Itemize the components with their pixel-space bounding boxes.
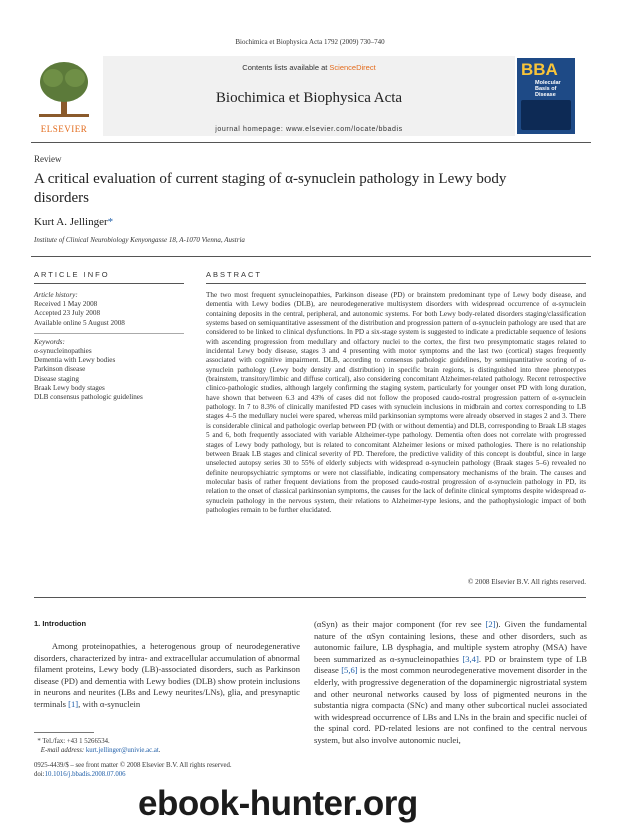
footnote-email-label: E-mail address: bbox=[40, 747, 86, 754]
history-label: Article history: bbox=[34, 291, 78, 299]
footnote-email-end: . bbox=[158, 747, 161, 754]
journal-title-panel bbox=[103, 56, 515, 136]
intro-text: . PD or brainstem type of LB disease bbox=[314, 653, 587, 676]
journal-homepage[interactable]: journal homepage: www.elsevier.com/locate/bbadis bbox=[215, 126, 403, 133]
citation-link[interactable]: [3,4] bbox=[462, 653, 479, 664]
cover-title: BBA bbox=[521, 60, 558, 79]
abstract-copyright: © 2008 Elsevier B.V. All rights reserved. bbox=[467, 578, 586, 586]
journal-cover-image bbox=[517, 58, 575, 134]
running-header: Biochimica et Biophysica Acta 1792 (2009) 730–740 bbox=[235, 38, 385, 46]
journal-name: Biochimica et Biophysica Acta bbox=[215, 90, 403, 106]
keyword: Braak Lewy body stages bbox=[34, 383, 105, 392]
footnote-tel: Tel./fax: +43 1 5266534. bbox=[42, 738, 110, 745]
article-title: A critical evaluation of current staging of α-synuclein pathology in Lewy body disorders bbox=[34, 171, 507, 206]
doi-prefix: doi: bbox=[34, 771, 45, 778]
intro-text: , with α-synuclein bbox=[78, 698, 141, 709]
keyword: Parkinson disease bbox=[34, 365, 86, 374]
abstract-heading-rule bbox=[206, 283, 586, 284]
intro-text: ). Given the fundamental nature of the αSyn containing lesions, these and other disorders, such as autonomic failure, LB dysphagia, and multiple system atrophy (MSA) have been summarized as α-synucleinopathies bbox=[314, 619, 587, 664]
header-divider bbox=[31, 142, 591, 143]
abstract-text: The two most frequent synucleinopathies, Parkinson disease (PD) or brainstem predominant type of Lewy body disease, and dementia with Lewy bodies (DLB), are neurodegenerative multisystem disorders with widespread occurrence of α-synuclein containing deposits in the central, peripheral, and autonomic systems. For both Lewy body-related disorders staging/classification systems based on semiquantitative assessment of the distribution and progression pattern of α-synuclein pathology are used that are considered to be linked to clinical dysfunctions. In PD a six-stage system is suggested to indicate a predictable sequence of lesions with ascending progression from medullary and olfactory nuclei to the cortex, the first two presymptomatic stages related to incidental Lewy body disease, stages 3 and 4 presenting with motor symptoms and the last two (cortical) stages frequently associated with cognitive impairment. DLB, according to consensus pathologic guidelines, by semiquantitative scoring of α-synuclein pathology (Lewy body density and distribution) in specific brain regions, is distinguished into three phenotypes (brainstem, transitory/limbic and diffuse cortical), also considering concomitant Alzheimer-related pathology. Recent retrospective clinico-pathologic studies, although largely confirming the staging system, particularly for younger onset PD with long duration, have shown that between 6.3 and 43% of cases did not follow the proposed caudo-rostral progression pattern of α-synuclein pathology. In 7 to 8.3% of clinically manifested PD cases with synuclein inclusions in midbrain and cortex corresponding to LB stages 4–5 the medullary nuclei were spared, whereas mild parkinsonian symptoms were already observed in stages 2 and 3. There is considerable clinical and pathologic overlap between PD (with or without dementia) and DLB, corresponding to Braak LB stages 5 and 6, both frequently associated with variable Alzheimer-type pathology. Dementia often does not correlate with progressed stages of Lewy body pathology, but is related to concomitant Alzheimer lesions or mixed pathologies. There is no relationship between Braak LB stages and clinical severity of PD. Therefore, the predictive validity of this concept is doubtful, since in large unselected autopsy series 30 to 55% of elderly subjects with widespread α-synuclein pathology (Braak stages 5–6) revealed no definite neuropsychiatric symptoms or were not classifiable, indicating compensatory mechanisms of the brain. The causes and molecular basis of rather frequent deviations from the proposed caudo-rostral progression of α-synuclein pathology in PD, its relation to the onset of classical parkinsonian symptoms, the causes for the lack of definite clinical symptoms despite widespread α-synuclein pathology in the nervous system, their relations to Alzheimer-type lesions, and the pathophysiologic impact of both pathologies remain to be further elucidated. bbox=[206, 291, 586, 514]
contents-line bbox=[103, 63, 515, 72]
citation-link[interactable]: [2] bbox=[485, 619, 496, 629]
doi-link[interactable]: 10.1016/j.bbadis.2008.07.006 bbox=[44, 771, 126, 778]
info-divider bbox=[31, 256, 591, 257]
abstract-heading: ABSTRACT bbox=[206, 270, 263, 279]
publisher-name: ELSEVIER bbox=[40, 124, 88, 134]
citation-link[interactable]: [5,6] bbox=[341, 665, 358, 676]
corresponding-author-mark[interactable]: * bbox=[107, 216, 114, 228]
issn-line: 0925-4439/$ – see front matter © 2008 Elsevier B.V. All rights reserved. bbox=[34, 762, 232, 769]
watermark: ebook-hunter.org bbox=[138, 784, 418, 823]
info-inner-rule bbox=[34, 333, 184, 334]
cover-subtitle: Molecular Basis of Disease bbox=[535, 80, 561, 98]
section-heading-introduction: 1. Introduction bbox=[34, 619, 87, 628]
sciencedirect-link[interactable]: ScienceDirect bbox=[329, 63, 376, 72]
footnote bbox=[34, 737, 294, 755]
keyword: Dementia with Lewy bodies bbox=[34, 356, 116, 365]
intro-right-column bbox=[314, 619, 587, 747]
history-online: Available online 5 August 2008 bbox=[34, 318, 125, 327]
article-info-heading: ARTICLE INFO bbox=[34, 270, 110, 279]
cover-artwork bbox=[521, 100, 571, 130]
history-accepted: Accepted 23 July 2008 bbox=[34, 309, 101, 318]
footnote-mark: * bbox=[37, 738, 41, 745]
keyword: α-synucleinopathies bbox=[34, 347, 92, 356]
intro-text: Among proteinopathies, a heterogenous group of neurodegenerative disorders, characterized by intra- and extracellular accumulation of abnormal filament proteins, Lewy body (LB)-associated disorders, such as Parkinson disease (PD) and dementia with Lewy bodies (DLB) show protein inclusions in neurons and neurites (LBs and Lewy neurites/LNs), glia, and presynaptic terminals bbox=[34, 641, 301, 709]
history-received: Received 1 May 2008 bbox=[34, 300, 98, 309]
intro-text: is the most common neurodegenerative movement disorder in the elderly, with progressive degeneration of the dopaminergic nigrostriatal system and other neuronal networks caused by loss of pigmented neurons in the substantia nigra compacta (SNc) and many other subcortical nuclei associated with widespread occurrence of LBs and LNs in the brain and specific nuclei of the spinal cord. PD-related lesions are not confined to the central nervous system, but also involve autonomic nuclei, bbox=[314, 665, 588, 745]
article-type: Review bbox=[34, 154, 62, 164]
info-heading-rule bbox=[34, 283, 184, 284]
affiliation: Institute of Clinical Neurobiology Kenyongasse 18, A-1070 Vienna, Austria bbox=[34, 236, 245, 244]
footnote-rule bbox=[34, 732, 94, 733]
contents-prefix: Contents lists available at bbox=[242, 63, 330, 72]
citation-link[interactable]: [1] bbox=[68, 698, 79, 709]
article-info-block bbox=[34, 291, 184, 402]
intro-left-column bbox=[34, 641, 300, 711]
keyword: Disease staging bbox=[34, 374, 79, 383]
author-email-link[interactable]: kurt.jellinger@univie.ac.at bbox=[85, 747, 159, 754]
abstract-end-rule bbox=[34, 597, 586, 598]
author-line bbox=[34, 216, 113, 228]
journal-masthead bbox=[31, 56, 591, 138]
issn-block bbox=[34, 761, 294, 779]
keywords-label: Keywords: bbox=[34, 337, 65, 346]
author-name: Kurt A. Jellinger bbox=[34, 216, 108, 228]
keyword: DLB consensus pathologic guidelines bbox=[34, 393, 143, 402]
intro-text: (αSyn) as their major component (for rev see bbox=[314, 619, 486, 629]
